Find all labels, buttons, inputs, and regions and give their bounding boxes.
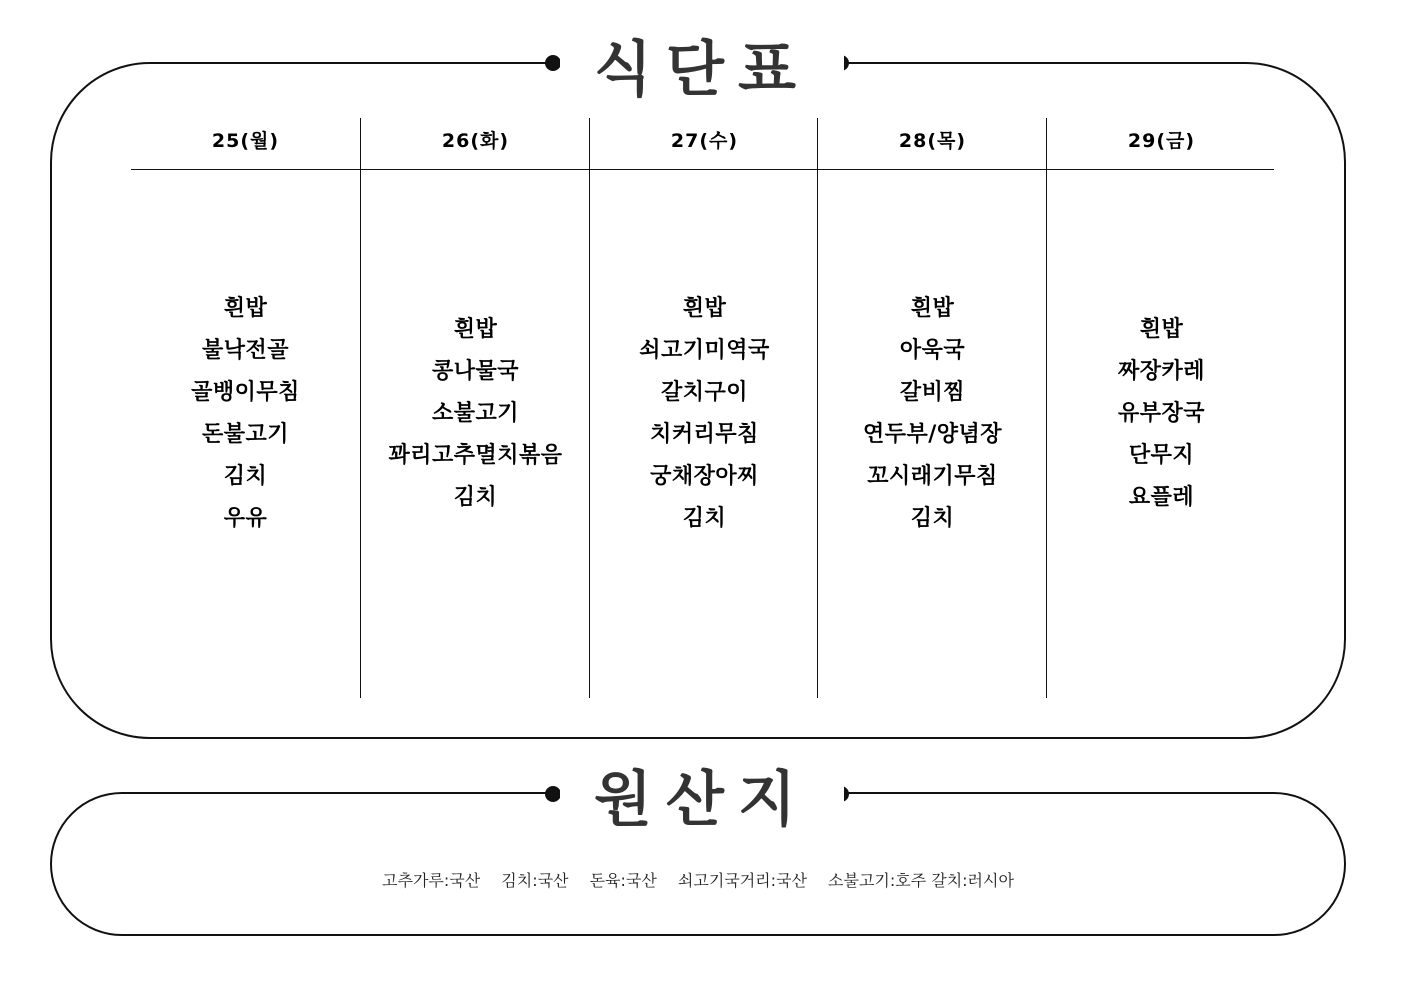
menu-item: 갈비찜 xyxy=(899,380,966,405)
origin-entry: 돈육:국산 xyxy=(589,871,657,890)
menu-item: 흰밥 xyxy=(910,296,955,321)
origin-title: 원산지 xyxy=(560,762,844,838)
menu-table xyxy=(131,118,1274,698)
day-header: 29(금) xyxy=(1127,130,1196,152)
menu-item: 우유 xyxy=(223,506,268,531)
day-column-fri xyxy=(1046,118,1276,698)
menu-item: 소불고기 xyxy=(431,401,519,426)
menu-item: 치커리무침 xyxy=(650,422,759,447)
menu-item: 유부장국 xyxy=(1117,401,1205,426)
menu-item: 짜장카레 xyxy=(1117,359,1205,384)
day-header: 26(화) xyxy=(441,130,510,152)
day-menu-list xyxy=(590,170,819,698)
origin-list xyxy=(50,868,1346,891)
menu-item: 단무지 xyxy=(1128,443,1195,468)
menu-item: 흰밥 xyxy=(223,296,268,321)
day-menu-list xyxy=(1047,170,1276,698)
menu-item: 김치 xyxy=(223,464,268,489)
menu-item: 아욱국 xyxy=(899,338,966,363)
day-header: 28(목) xyxy=(898,130,967,152)
menu-item: 김치 xyxy=(910,506,955,531)
menu-item: 요플레 xyxy=(1128,485,1195,510)
menu-item: 흰밥 xyxy=(1139,317,1184,342)
origin-entry: 소불고기:호주 갈치:러시아 xyxy=(828,871,1014,890)
day-column-thu xyxy=(817,118,1047,698)
day-column-mon xyxy=(131,118,360,698)
menu-title: 식단표 xyxy=(560,32,844,108)
menu-item: 콩나물국 xyxy=(431,359,519,384)
menu-item: 흰밥 xyxy=(453,317,498,342)
menu-item: 연두부/양념장 xyxy=(862,422,1003,447)
menu-item: 김치 xyxy=(453,485,498,510)
menu-item: 골뱅이무침 xyxy=(191,380,300,405)
menu-item: 김치 xyxy=(682,506,727,531)
day-column-wed xyxy=(589,118,819,698)
day-header: 25(월) xyxy=(211,130,280,152)
menu-item: 갈치구이 xyxy=(660,380,748,405)
day-header: 27(수) xyxy=(670,130,739,152)
origin-entry: 김치:국산 xyxy=(501,871,569,890)
origin-entry: 고추가루:국산 xyxy=(382,871,481,890)
menu-item: 꼬시래기무침 xyxy=(867,464,998,489)
day-menu-list xyxy=(361,170,590,698)
menu-item: 쇠고기미역국 xyxy=(639,338,770,363)
menu-item: 궁채장아찌 xyxy=(650,464,759,489)
menu-item: 불낙전골 xyxy=(201,338,289,363)
menu-item: 돈불고기 xyxy=(201,422,289,447)
title-left-dot xyxy=(545,55,561,71)
day-menu-list xyxy=(818,170,1047,698)
origin-entry: 쇠고기국거리:국산 xyxy=(677,871,807,890)
day-menu-list xyxy=(131,170,360,698)
menu-item: 흰밥 xyxy=(682,296,727,321)
day-column-tue xyxy=(360,118,590,698)
menu-item: 꽈리고추멸치볶음 xyxy=(388,443,563,468)
origin-left-dot xyxy=(545,786,561,802)
